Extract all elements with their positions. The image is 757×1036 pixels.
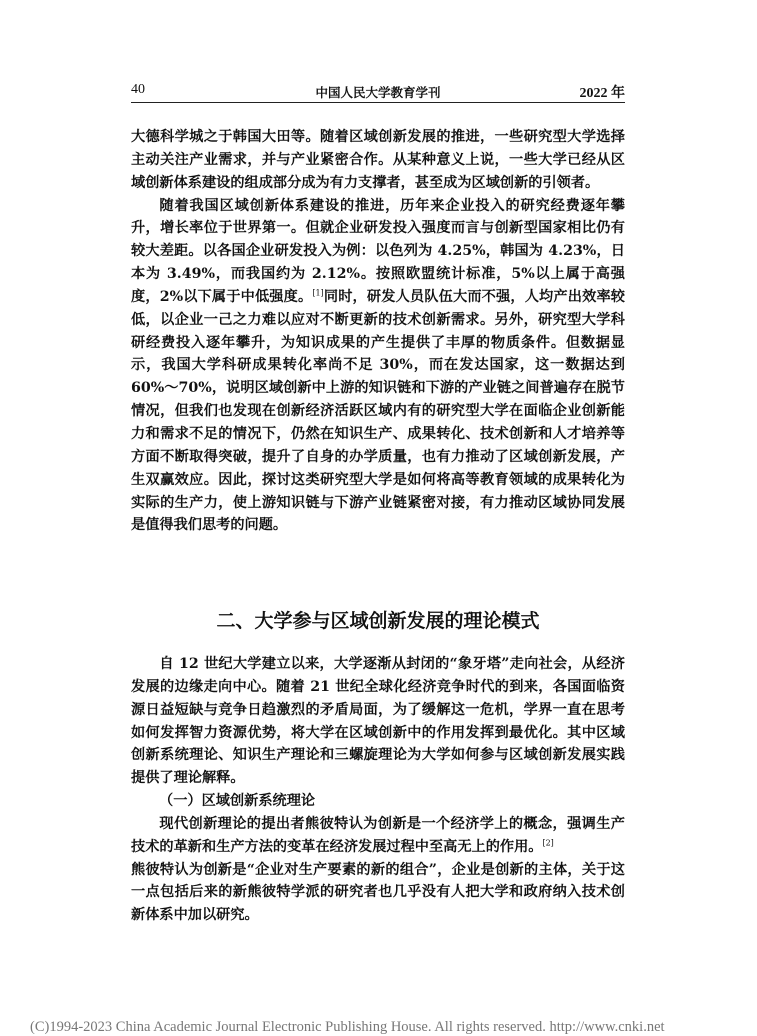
section-heading: 二、大学参与区域创新发展的理论模式 [216, 610, 540, 632]
page-number: 40 [131, 82, 145, 97]
subsection-heading: （一）区域创新系统理论 [159, 793, 316, 810]
publication-year: 2022 年 [579, 86, 625, 101]
citation-ref-1[interactable]: [1] [312, 288, 324, 298]
section-text-block [131, 653, 625, 927]
paragraph-2: 随着我国区域创新体系建设的推进，历年来企业投入的研究经费逐年攀升，增长率位于世界第一。但就企业研发投入强度而言与创新型国家相比仍有较大差距。以各国企业研发投入为例：以色列为 4.25%，韩国为 4.23%，日本为 3.49%，而我国约为 2.12%。按照欧盟统计标准，5%以上属于高强度，2%以下属于中低强度。[1]同时，研发人员队伍大而不强，人均产出效率较低，以企业一己之力难以应对不断更新的技术创新需求。另外，研究型大学科研经费投入逐年攀升，为知识成果的产生提供了丰厚的物质条件。但数据显示，我国大学科研成果转化率尚不足 30%，而在发达国家，这一数据达到 60%～70%，说明区域创新中上游的知识链和下游的产业链之间普遍存在脱节情况，但我们也发现在创新经济活跃区域内有的研究型大学在面临企业创新能力和需求不足的情况下，仍然在知识生产、成果转化、技术创新和人才培养等方面不断取得突破，提升了自身的办学质量，也有力推动了区域创新发展，产生双赢效应。因此，探讨这类研究型大学是如何将高等教育领域的成果转化为实际的生产力，使上游知识链与下游产业链紧密对接，有力推动区域协同发展是值得我们思考的问题。 [131, 197, 625, 534]
copyright-footer: (C)1994-2023 China Academic Journal Electronic Publishing House. All rights reserved. http://www.cnki.net [30, 1019, 665, 1035]
top-text-block [131, 126, 625, 537]
paragraph-5: 熊彼特认为创新是“企业对生产要素的新的组合”，企业是创新的主体，关于这一点包括后来的新熊彼特学派的研究者也几乎没有人把大学和政府纳入技术创新体系中加以研究。 [131, 861, 625, 924]
paragraph-3: 自 12 世纪大学建立以来，大学逐渐从封闭的“象牙塔”走向社会，从经济发展的边缘走向中心。随着 21 世纪全球化经济竞争时代的到来，各国面临资源日益短缺与竞争日趋激烈的矛盾局面，为了缓解这一危机，学界一直在思考如何发挥智力资源优势，将大学在区域创新中的作用发挥到最优化。其中区域创新系统理论、知识生产理论和三螺旋理论为大学如何参与区域创新发展实践提供了理论解释。 [131, 656, 625, 787]
paragraph-continued: 大德科学城之于韩国大田等。随着区域创新发展的推进，一些研究型大学选择主动关注产业需求，并与产业紧密合作。从某种意义上说，一些大学已经从区域创新体系建设的组成部分成为有力支撑者，甚至成为区域创新的引领者。 [131, 129, 625, 191]
citation-ref-2[interactable]: [2] [542, 838, 554, 848]
paragraph-4: 现代创新理论的提出者熊彼特认为创新是一个经济学上的概念，强调生产技术的革新和生产方法的变革在经济发展过程中至高无上的作用。[2] [131, 815, 625, 855]
running-header [131, 80, 625, 103]
journal-title: 中国人民大学教育学刊 [315, 85, 441, 100]
